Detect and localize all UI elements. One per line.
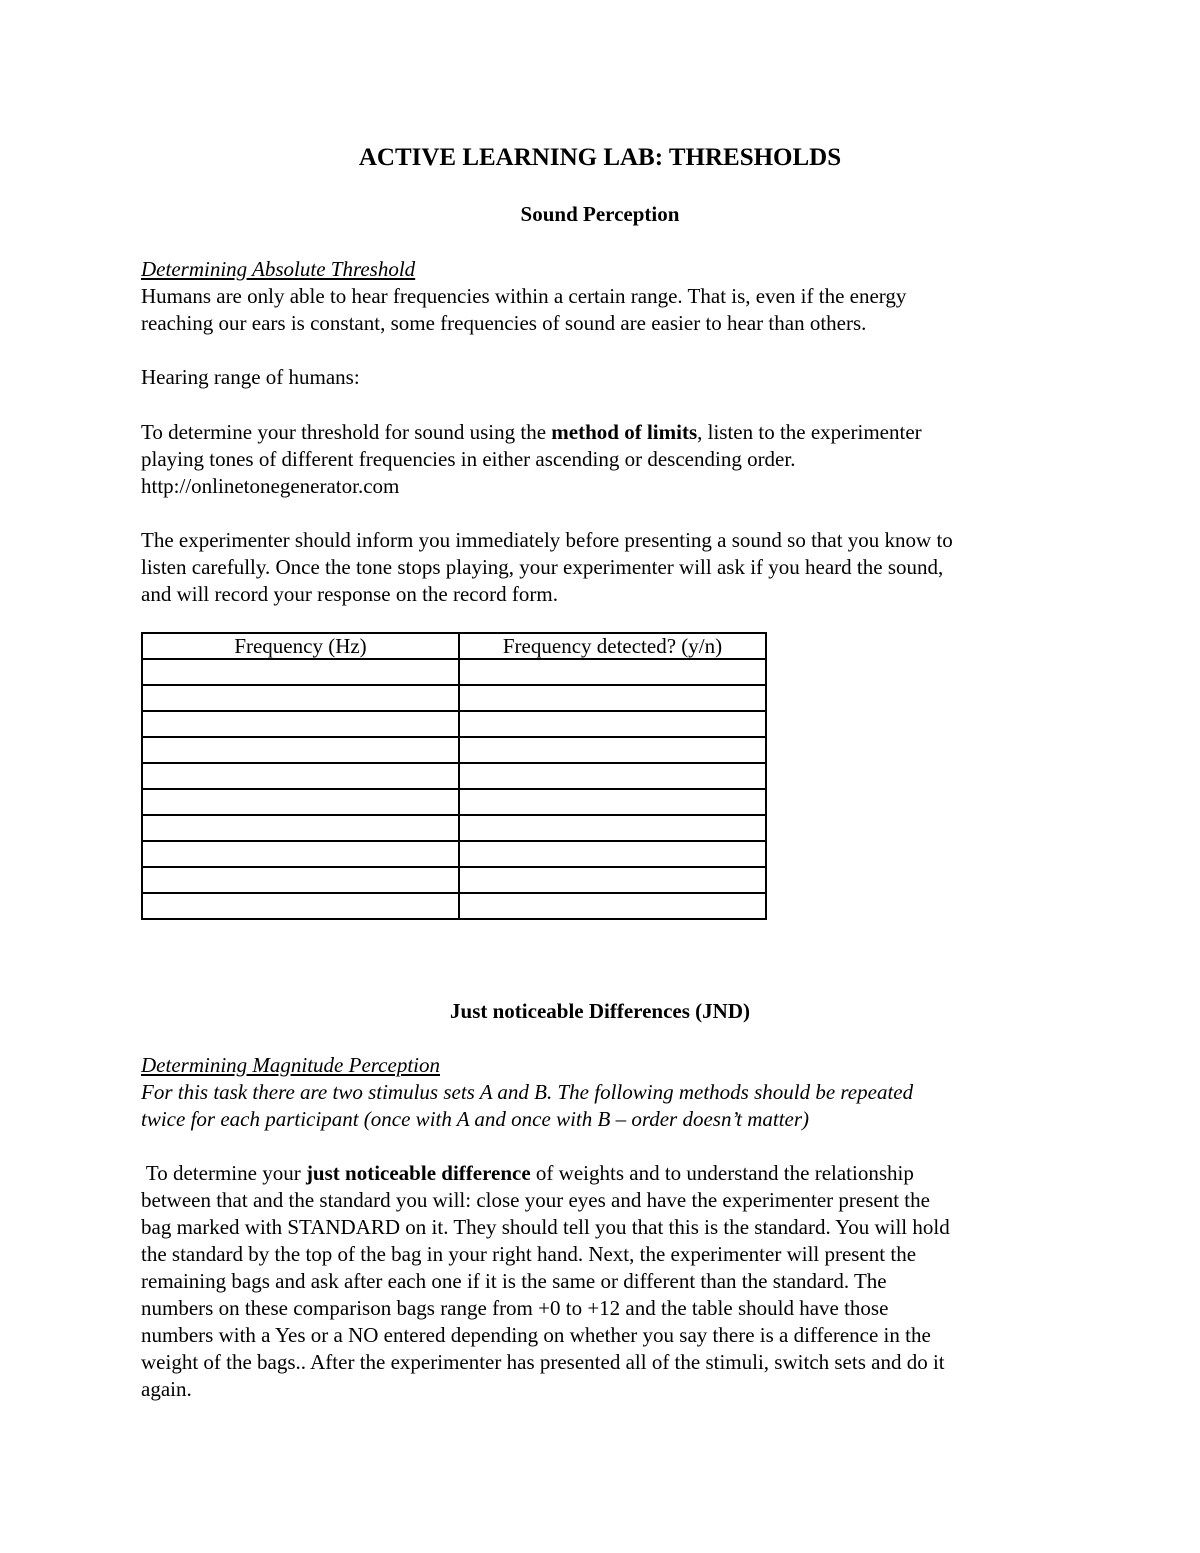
detected-cell[interactable] [459,659,766,685]
intro-line-2: reaching our ears is constant, some frequencies of sound are easier to hear than others. [141,311,867,335]
detected-cell[interactable] [459,711,766,737]
detected-cell[interactable] [459,789,766,815]
stimulus-sets-line-2: twice for each participant (once with A and once with B – order doesn’t matter) [141,1107,810,1131]
frequency-cell[interactable] [142,815,459,841]
procedure-line-5: remaining bags and ask after each one if it is the same or different than the standard. The [141,1269,887,1293]
method-line-2: playing tones of different frequencies in either ascending or descending order. [141,447,796,471]
intro-line-1: Humans are only able to hear frequencies within a certain range. That is, even if the energy [141,284,907,308]
stimulus-sets-line-1: For this task there are two stimulus sets A and B. The following methods should be repeated [141,1080,914,1104]
table-row [142,711,766,737]
procedure-line-7: numbers with a Yes or a NO entered depending on whether you say there is a difference in the [141,1323,931,1347]
procedure-line-8: weight of the bags.. After the experimenter has presented all of the stimuli, switch sets and do it [141,1350,945,1374]
instructions-line-2: listen carefully. Once the tone stops playing, your experimenter will ask if you heard the sound, [141,555,944,579]
table-row [142,763,766,789]
column-header-frequency: Frequency (Hz) [142,633,459,659]
table-row [142,737,766,763]
frequency-cell[interactable] [142,763,459,789]
table-row [142,815,766,841]
procedure-text-pre: To determine your [141,1161,306,1185]
column-header-detected: Frequency detected? (y/n) [459,633,766,659]
page-title: ACTIVE LEARNING LAB: THRESHOLDS [358,144,842,171]
sound-perception-heading: Sound Perception [520,202,680,226]
jnd-procedure-paragraph [141,1160,1059,1403]
absolute-threshold-section [141,256,1059,337]
procedure-line-4: the standard by the top of the bag in your right hand. Next, the experimenter will present the [141,1242,917,1266]
frequency-cell[interactable] [142,711,459,737]
table-row [142,841,766,867]
frequency-cell[interactable] [142,867,459,893]
table-row [142,867,766,893]
magnitude-perception-subheading: Determining Magnitude Perception [141,1053,440,1077]
method-text-pre: To determine your threshold for sound using the [141,420,552,444]
absolute-threshold-subheading: Determining Absolute Threshold [141,257,416,281]
procedure-line-1 [141,1160,1059,1187]
detected-cell[interactable] [459,685,766,711]
procedure-line-9: again. [141,1377,192,1401]
frequency-cell[interactable] [142,789,459,815]
table-row [142,789,766,815]
instructions-line-3: and will record your response on the record form. [141,582,558,606]
detected-cell[interactable] [459,893,766,919]
procedure-text-post: of weights and to understand the relationship [530,1161,914,1185]
method-of-limits-paragraph [141,419,1059,500]
table-row [142,685,766,711]
frequency-cell[interactable] [142,659,459,685]
detected-cell[interactable] [459,867,766,893]
table-row [142,659,766,685]
detected-cell[interactable] [459,737,766,763]
frequency-cell[interactable] [142,685,459,711]
detected-cell[interactable] [459,841,766,867]
table-row [142,893,766,919]
procedure-line-2: between that and the standard you will: close your eyes and have the experimenter present the [141,1188,930,1212]
detected-cell[interactable] [459,763,766,789]
tone-generator-url: http://onlinetonegenerator.com [141,474,400,498]
frequency-record-table [141,632,767,920]
magnitude-perception-section [141,1052,1059,1133]
just-noticeable-difference-term: just noticeable difference [305,1161,531,1185]
jnd-heading: Just noticeable Differences (JND) [450,999,750,1023]
procedure-line-3: bag marked with STANDARD on it. They should tell you that this is the standard. You will hold [141,1215,950,1239]
method-text-post: , listen to the experimenter [697,420,922,444]
method-of-limits-term: method of limits [551,420,698,444]
method-line-1 [141,419,1059,446]
hearing-range-label: Hearing range of humans: [141,365,360,389]
frequency-cell[interactable] [142,893,459,919]
detected-cell[interactable] [459,815,766,841]
table-header-row [142,633,766,659]
frequency-cell[interactable] [142,841,459,867]
procedure-line-6: numbers on these comparison bags range from +0 to +12 and the table should have those [141,1296,889,1320]
experimenter-instructions [141,527,1059,608]
frequency-cell[interactable] [142,737,459,763]
instructions-line-1: The experimenter should inform you immediately before presenting a sound so that you know to [141,528,953,552]
